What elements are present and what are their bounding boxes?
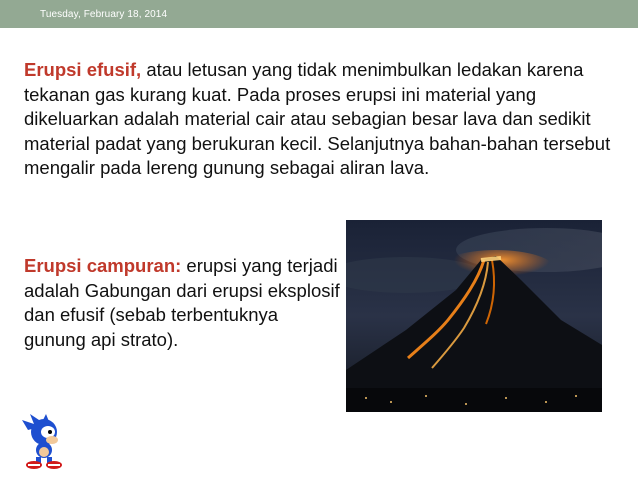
term-efusif: Erupsi efusif,	[24, 59, 142, 80]
paragraph-campuran-text: erupsi yang terjadi adalah Gabungan dari erupsi eksplosif dan efusif (sebab terbentuknya gunung api strato).	[24, 255, 340, 350]
volcano-image	[346, 220, 602, 412]
paragraph-efusif	[24, 58, 624, 181]
sonic-mascot-icon	[20, 410, 72, 470]
paragraph-campuran	[24, 254, 344, 352]
header-bar	[0, 0, 638, 28]
slide-date: Tuesday, February 18, 2014	[40, 9, 168, 20]
term-campuran: Erupsi campuran:	[24, 255, 182, 276]
paragraph-efusif-text: atau letusan yang tidak menimbulkan ledakan karena tekanan gas kurang kuat. Pada proses erupsi ini material yang dikeluarkan adalah material cair atau sebagian besar lava dan sedikit material padat yang berukuran kecil. Selanjutnya bahan-bahan tersebut mengalir pada lereng gunung sebagai aliran lava.	[24, 59, 611, 179]
